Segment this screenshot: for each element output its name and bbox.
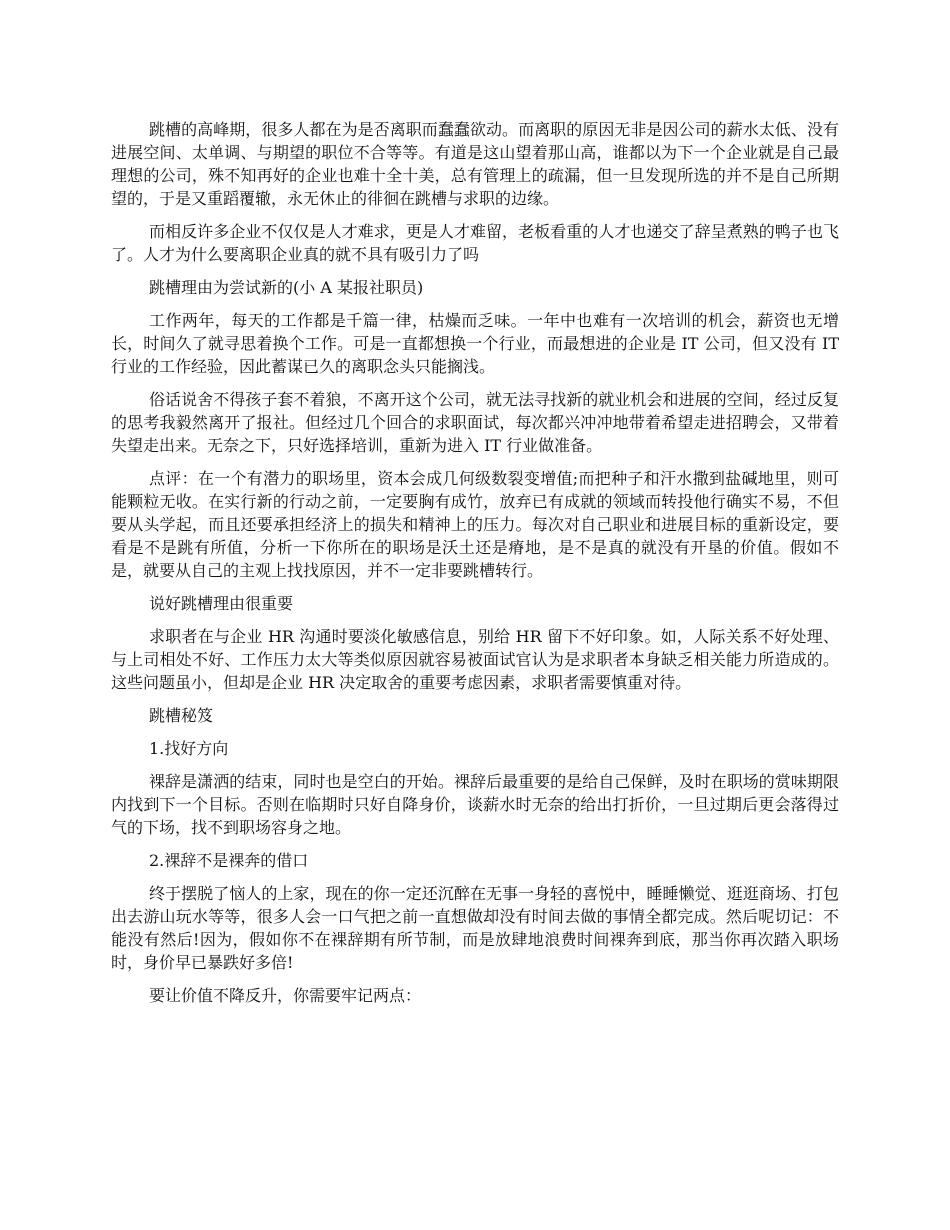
tip-heading-1: 1.找好方向 <box>149 739 229 758</box>
paragraph-talent-retention: 而相反许多企业不仅仅是人才难求，更是人才难留，老板看重的人才也递交了辞呈煮熟的鸭子也飞了。人才为什么要离职企业真的就不具有吸引力了吗 <box>111 222 839 264</box>
section-heading-try-new: 跳槽理由为尝试新的(小 A 某报社职员) <box>149 278 424 297</box>
paragraph-leave-newspaper: 俗话说舍不得孩子套不着狼，不离开这个公司，就无法寻找新的就业机会和进展的空间，经过反复的思考我毅然离开了报社。但经过几个回合的求职面试，每次都兴冲冲地带着希望走进招聘会，又带着失望走出来。无奈之下，只好选择培训，重新为进入 IT 行业做准备。 <box>111 390 839 455</box>
paragraph-hr-communication: 求职者在与企业 HR 沟通时要淡化敏感信息，别给 HR 留下不好印象。如，人际关系不好处理、与上司相处不好、工作压力太大等类似原因就容易被面试官认为是求职者本身缺乏相关能力所造成的。这些问题虽小，但却是企业 HR 决定取舍的重要考虑因素，求职者需要慎重对待。 <box>111 627 839 692</box>
tip-heading-2: 2.裸辞不是裸奔的借口 <box>149 851 309 870</box>
paragraph-work-two-years: 工作两年，每天的工作都是千篇一律，枯燥而乏味。一年中也难有一次培训的机会，薪资也无增长，时间久了就寻思着换个工作。可是一直都想换一个行业，而最想进的企业是 IT 公司，但又没有 IT 行业的工作经验，因此蓄谋已久的离职念头只能搁浅。 <box>111 311 839 376</box>
paragraph-free-time: 终于摆脱了恼人的上家，现在的你一定还沉醉在无事一身轻的喜悦中，睡睡懒觉、逛逛商场、打包出去游山玩水等等，很多人会一口气把之前一直想做却没有时间去做的事情全都完成。然后呢切记：不能没有然后!因为，假如你不在裸辞期有所节制，而是放肆地浪费时间裸奔到底，那当你再次踏入职场时，身价早已暴跌好多倍! <box>111 884 839 972</box>
section-heading-reasons: 说好跳槽理由很重要 <box>149 594 294 613</box>
paragraph-intro: 跳槽的高峰期，很多人都在为是否离职而蠢蠢欲动。而离职的原因无非是因公司的薪水太低、没有进展空间、太单调、与期望的职位不合等等。有道是这山望着那山高，谁都以为下一个企业就是自己最理想的公司，殊不知再好的企业也难十全十美，总有管理上的疏漏，但一旦发现所选的并不是自己所期望的，于是又重蹈覆辙，永无休止的徘徊在跳槽与求职的边缘。 <box>111 120 839 208</box>
paragraph-naked-resign: 裸辞是潇洒的结束，同时也是空白的开始。裸辞后最重要的是给自己保鲜，及时在职场的赏味期限内找到下一个目标。否则在临期时只好自降身价，谈薪水时无奈的给出打折价，一旦过期后更会落得过气的下场，找不到职场容身之地。 <box>111 772 839 837</box>
section-heading-tips: 跳槽秘笈 <box>149 706 214 725</box>
paragraph-two-points: 要让价值不降反升，你需要牢记两点： <box>149 986 422 1005</box>
document-body <box>111 118 839 1017</box>
paragraph-commentary: 点评：在一个有潜力的职场里，资本会成几何级数裂变增值;而把种子和汗水撒到盐碱地里，则可能颗粒无收。在实行新的行动之前，一定要胸有成竹，放弃已有成就的领域而转投他行确实不易，不但要从头学起，而且还要承担经济上的损失和精神上的压力。每次对自己职业和进展目标的重新设定，要看是不是跳有所值，分析一下你所在的职场是沃土还是瘠地，是不是真的就没有开垦的价值。假如不是，就要从自己的主观上找找原因，并不一定非要跳槽转行。 <box>111 469 839 580</box>
